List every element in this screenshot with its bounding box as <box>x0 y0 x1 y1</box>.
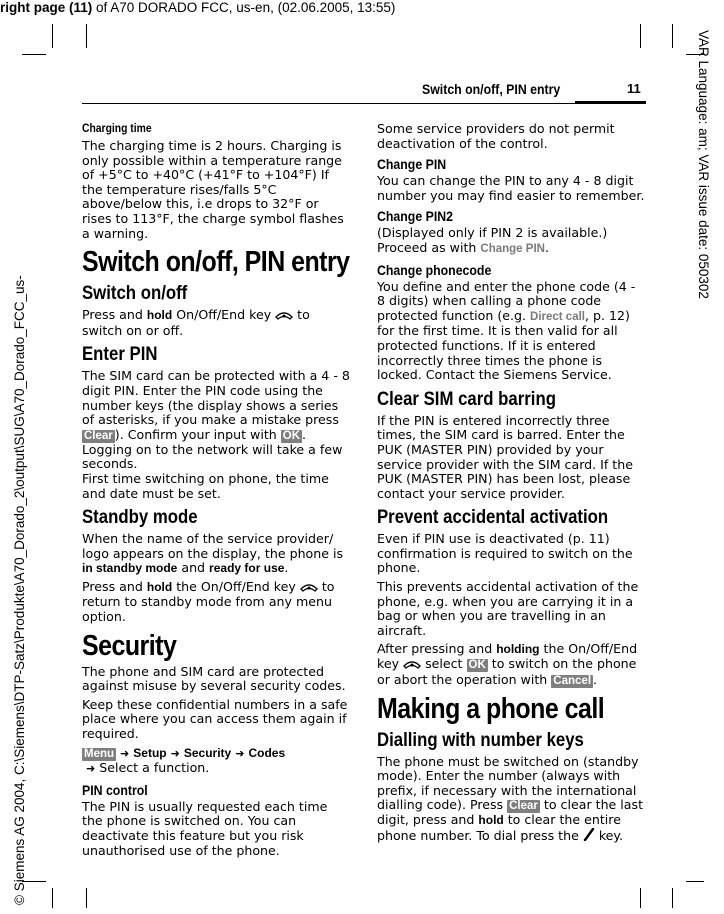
cancel-softkey: Cancel <box>553 674 592 687</box>
header-rule <box>82 103 646 104</box>
providers-text: Some service providers do not permit deactivation of the control. <box>377 121 615 151</box>
prevent-text-3: After pressing and holding the On/Off/End key select OK to switch on the phone or abort the operation with Cancel . <box>377 641 638 687</box>
copyright-path: © Siemens AG 2004, C:\Siemens\DTP-Satz\Produkte\A70_Dorado_2\output\SUG\A70_Dorado_FCC_us- <box>12 275 27 905</box>
security-heading: Security <box>82 629 177 662</box>
crop-mark <box>52 24 53 48</box>
clear-sim-heading: Clear SIM card barring <box>377 387 556 410</box>
enter-pin-text: The SIM card can be protected with a 4 - 8 digit PIN. Enter the PIN code using the number keys (the display shows a series of asterisks, if you make a mistake press Clear ). Confirm your input with OK . Logging on to the network will take a few seconds. First time switching on phone, the time and date must be set. <box>82 368 350 501</box>
change-pin-heading: Change PIN <box>377 156 447 173</box>
ok-softkey: OK <box>282 429 301 442</box>
var-language-info: VAR Language: am; VAR issue date: 050302 <box>696 30 711 299</box>
dialling-heading: Dialling with number keys <box>377 728 584 751</box>
menu-softkey: Menu <box>84 747 115 760</box>
ok-softkey: OK <box>468 659 486 672</box>
crop-mark <box>686 881 704 882</box>
right-arrow-icon: ➜ <box>170 746 180 760</box>
change-phonecode-text: You define and enter the phone code (4 - 8 digits) when calling a phone code protected function (e.g. Direct call, p. 12) for the first time. It is then valid for all protected functions. If it is entered incorrectly three times the phone is locked. Contact the Siemens Service. <box>377 278 636 383</box>
change-pin2-text: (Displayed only if PIN 2 is available.) Proceed as with Change PIN. <box>377 225 608 255</box>
menu-path: Menu ➜ Setup ➜ Security ➜ Codes ➜ Select a function. <box>84 745 286 776</box>
header-rule-accent <box>575 101 646 104</box>
standby-heading: Standby mode <box>82 506 198 529</box>
running-header-rest: of A70 DORADO FCC, us-en, (02.06.2005, 13:55) <box>92 0 396 15</box>
clear-sim-text: If the PIN is entered incorrectly three times, the SIM card is barred. Enter the PUK (MASTER PIN) provided by your service provider with the SIM card. If the PUK (MASTER PIN) has been lost, please contact your service provider. <box>377 412 633 501</box>
change-phonecode-heading: Change phonecode <box>377 261 492 278</box>
dialling-text: The phone must be switched on (standby mode). Enter the number (always with prefix, if necessary with the international dialling code). Press Clear to clear the last digit, press and hold to clear the entire phone number. To dial press the key. <box>377 753 644 843</box>
charging-time-text: The charging time is 2 hours. Charging is only possible within a temperature range of +5°C to +40°C (+41°F to +104°F) If the temperature rises/falls 5°C above/below this, i.e drops to 32°F or rises to 113°F, the charge symbol flashes a warning. <box>82 138 344 241</box>
security-text-1: The phone and SIM card are protected against misuse by several security codes. <box>82 663 346 694</box>
left-column <box>82 122 350 862</box>
right-column <box>377 122 645 849</box>
end-key-icon <box>275 309 293 324</box>
prevent-text-1: Even if PIN use is deactivated (p. 11) confirmation is required to switch on the phone. <box>377 531 633 576</box>
crop-mark <box>52 888 53 908</box>
security-text-2: Keep these confidential numbers in a safe place where you can access them again if required. <box>82 696 348 742</box>
crop-mark <box>672 24 673 48</box>
end-key-icon <box>300 581 318 596</box>
standby-return-text: Press and hold the On/Off/End key to return to standby mode from any menu option. <box>82 578 335 625</box>
right-arrow-icon: ➜ <box>235 746 245 760</box>
right-arrow-icon: ➜ <box>120 746 130 760</box>
page-title: Switch on/off, PIN entry <box>422 81 561 97</box>
enter-pin-heading: Enter PIN <box>82 343 158 366</box>
change-pin2-heading: Change PIN2 <box>377 208 453 225</box>
clear-softkey: Clear <box>84 429 113 442</box>
standby-text: When the name of the service provider/ logo appears on the display, the phone is in standby mode and ready for use. <box>82 531 344 576</box>
running-header <box>0 0 395 15</box>
end-key-icon <box>403 658 421 673</box>
charging-time-heading: Charging time <box>82 123 152 135</box>
call-key-icon <box>583 828 595 845</box>
making-call-heading: Making a phone call <box>377 692 605 725</box>
running-header-bold: right page (11) <box>0 0 93 15</box>
crop-mark <box>640 24 641 48</box>
page-number: 11 <box>627 81 641 96</box>
main-heading: Switch on/off, PIN entry <box>82 246 350 279</box>
crop-mark <box>672 888 673 908</box>
change-pin-text: You can change the PIN to any 4 - 8 digit number you may find easier to remember. <box>377 173 645 203</box>
crop-mark <box>640 888 641 908</box>
right-arrow-icon: ➜ <box>86 762 96 776</box>
prevent-text-2: This prevents accidental activation of the phone, e.g. when you are carrying it in a bag or when you are travelling in an aircraft. <box>377 579 639 638</box>
switch-text: Press and hold On/Off/End key to switch on or off. <box>82 307 310 338</box>
crop-mark <box>86 888 87 908</box>
prevent-heading: Prevent accidental activation <box>377 506 609 529</box>
pin-control-heading: PIN control <box>82 781 148 798</box>
pin-control-text: The PIN is usually requested each time the phone is switched on. You can deactivate this feature but you risk unauthorised use of the phone. <box>82 798 328 858</box>
switch-heading: Switch on/off <box>82 282 188 305</box>
clear-softkey: Clear <box>509 800 538 813</box>
crop-mark <box>86 24 87 48</box>
